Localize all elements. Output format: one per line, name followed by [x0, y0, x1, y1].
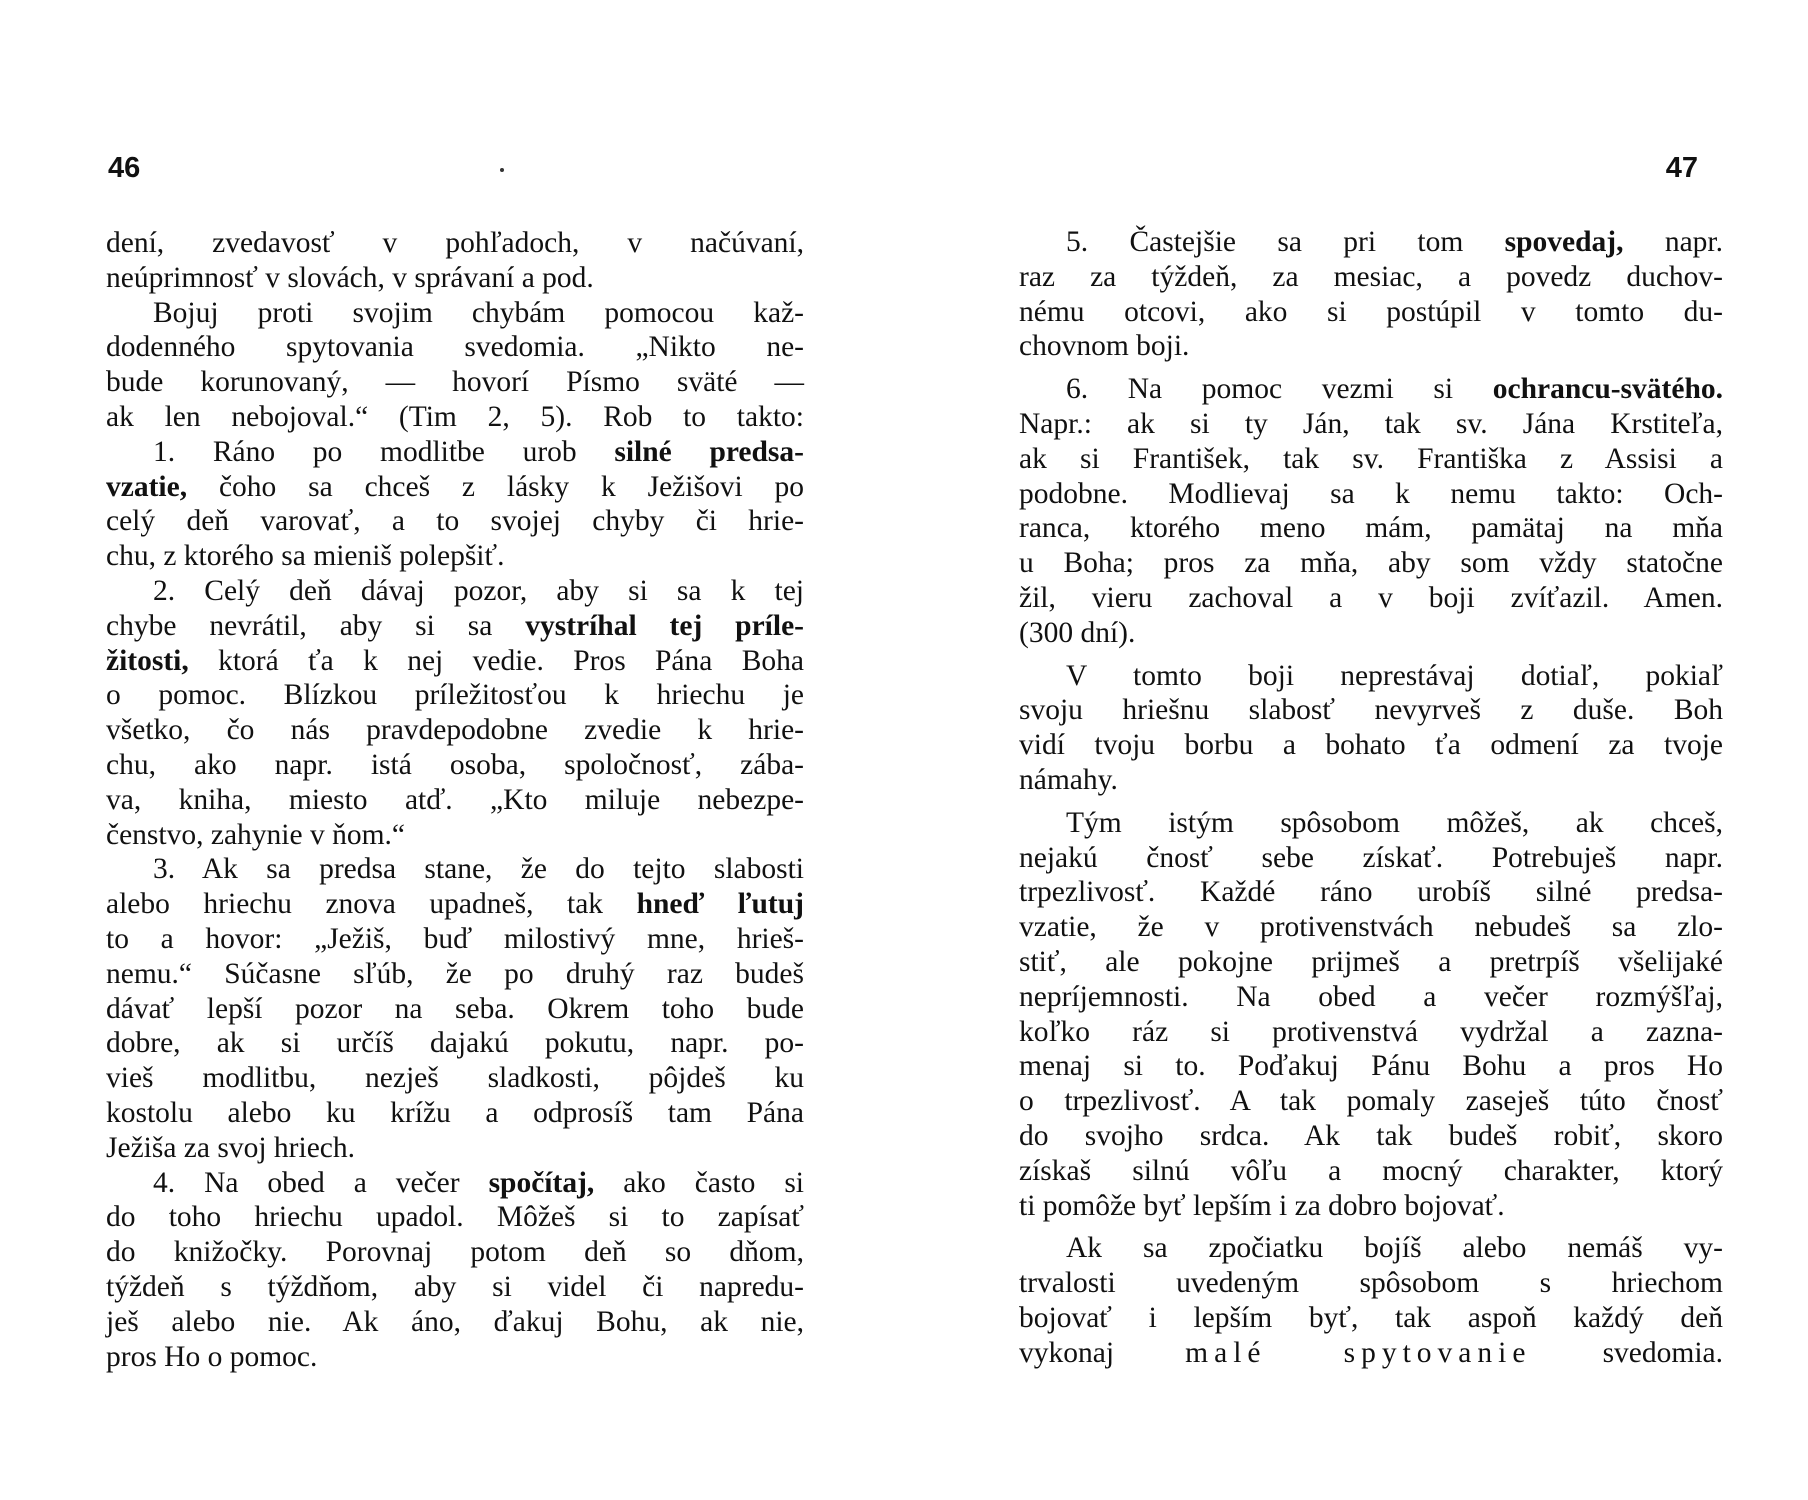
text-line: do svojho srdca. Ak tak budeš robiť, skoro — [1019, 1119, 1723, 1152]
text-line: ješ alebo nie. Ak áno, ďakuj Bohu, ak nie, — [106, 1305, 804, 1338]
text-line: dodenného spytovania svedomia. „Nikto ne- — [106, 331, 804, 364]
text-line: trpezlivosť. Každé ráno urobíš silné predsa- — [1019, 876, 1723, 909]
text-line: 6. Na pomoc vezmi si ochrancu-svätého. — [1066, 373, 1723, 406]
text-line: čenstvo, zahynie v ňom.“ — [106, 818, 406, 851]
text-line: nemu.“ Súčasne sľúb, že po druhý raz budeš — [106, 957, 804, 990]
bold-phrase: spovedaj, — [1504, 226, 1624, 258]
text-line: žil, vieru zachoval a v boji zvíťazil. Amen. — [1019, 581, 1723, 614]
text-line: námahy. — [1019, 763, 1118, 796]
text-line: to a hovor: „Ježiš, buď milostivý mne, hrieš- — [106, 922, 804, 955]
text-line: do toho hriechu upadol. Môžeš si to zapísať — [106, 1201, 804, 1234]
paragraph-gap — [1019, 364, 1723, 372]
text-line: dávať lepší pozor na seba. Okrem toho bude — [106, 992, 804, 1025]
spaced-phrase: malé spytovanie — [1185, 1336, 1532, 1369]
text-line: kostolu alebo ku krížu a odprosíš tam Pána — [106, 1096, 804, 1129]
text-line: vidí tvoju borbu a bohato ťa odmení za tvoje — [1019, 729, 1723, 762]
bold-phrase: vzatie, — [106, 470, 188, 503]
text-line: 4. Na obed a večer spočítaj, ako často si — [153, 1166, 804, 1199]
text-line: trvalosti uvedeným spôsobom s hriechom — [1019, 1267, 1723, 1300]
text-line: pros Ho o pomoc. — [106, 1340, 318, 1373]
text-line: Tým istým spôsobom môžeš, ak chceš, — [1066, 806, 1723, 839]
paragraph-gap — [1019, 1223, 1723, 1231]
text-line: ak si František, tak sv. Františka z Assisi a — [1019, 442, 1723, 475]
text-line: chu, ako napr. istá osoba, spoločnosť, zába- — [106, 748, 804, 781]
paragraph-gap — [1019, 651, 1723, 659]
page-number-right: 47 — [1665, 152, 1698, 184]
text-line: u Boha; pros za mňa, aby som vždy statočne — [1019, 547, 1723, 580]
text-line: nepríjemnosti. Na obed a večer rozmýšľaj, — [1019, 980, 1723, 1013]
text-line: dení, zvedavosť v pohľadoch, v načúvaní, — [106, 227, 804, 259]
text-line: podobne. Modlievaj sa k nemu takto: Och- — [1019, 477, 1723, 510]
text-line: o trpezlivosť. A tak pomaly zaseješ túto čnosť — [1019, 1085, 1723, 1118]
text-line: do knižočky. Porovnaj potom deň so dňom, — [106, 1236, 804, 1269]
bold-phrase: hneď ľutuj — [636, 888, 804, 921]
text-line: chovnom boji. — [1019, 330, 1190, 363]
text-line: 5. Častejšie sa pri tom spovedaj, napr. — [1066, 226, 1723, 258]
text-line: 2. Celý deň dávaj pozor, aby si sa k tej — [153, 574, 804, 607]
text-line: 1. Ráno po modlitbe urob silné predsa- — [153, 435, 804, 468]
text-line: (300 dní). — [1019, 616, 1136, 649]
text-line: vykonaj malé spytovanie svedomia. — [1019, 1336, 1723, 1369]
text-line: chu, z ktorého sa mieniš polepšiť. — [106, 540, 505, 573]
text-line: bude korunovaný, — hovorí Písmo sväté — — [106, 366, 804, 399]
print-speck — [500, 168, 504, 172]
text-line: Bojuj proti svojim chybám pomocou kaž- — [153, 296, 804, 329]
text-line: stiť, ale pokojne prijmeš a pretrpíš všelijaké — [1019, 945, 1723, 978]
text-line: neúprimnosť v slovách, v správaní a pod. — [106, 261, 594, 294]
text-line: svoju hriešnu slabosť nevyrveš z duše. Boh — [1019, 694, 1723, 727]
text-line: ak len nebojoval.“ (Tim 2, 5). Rob to takto: — [106, 400, 804, 433]
text-line: nému otcovi, ako si postúpil v tomto du- — [1019, 295, 1723, 328]
text-line: 3. Ak sa predsa stane, že do tejto slabosti — [153, 853, 804, 886]
text-line: chybe nevrátil, aby si sa vystríhal tej príle- — [106, 609, 804, 642]
paragraph-gap — [1019, 798, 1723, 806]
text-line: vieš modlitbu, nezješ sladkosti, pôjdeš ku — [106, 1062, 804, 1095]
page-number-left: 46 — [108, 152, 141, 184]
text-line: žitosti, ktorá ťa k nej vedie. Pros Pána Boha — [106, 644, 804, 677]
right-page-text — [1019, 225, 1723, 1371]
text-line: bojovať i lepším byť, tak aspoň každý deň — [1019, 1301, 1723, 1334]
text-line: o pomoc. Blízkou príležitosťou k hriechu je — [106, 679, 804, 712]
text-line: všetko, čo nás pravdepodobne zvedie k hrie- — [106, 714, 804, 747]
text-line: celý deň varovať, a to svojej chyby či hrie- — [106, 505, 804, 538]
text-line: nejakú čnosť sebe získať. Potrebuješ napr. — [1019, 841, 1723, 874]
text-line: ti pomôže byť lepším i za dobro bojovať. — [1019, 1189, 1505, 1222]
bold-phrase: vystríhal tej príle- — [525, 609, 804, 642]
text-line: ranca, ktorého meno mám, pamätaj na mňa — [1019, 512, 1723, 545]
bold-phrase: ochrancu-svätého. — [1492, 373, 1723, 406]
text-line: vzatie, čoho sa chceš z lásky k Ježišovi po — [106, 470, 804, 503]
bold-phrase: spočítaj, — [488, 1166, 595, 1199]
text-line: raz za týždeň, za mesiac, a povedz duchov- — [1019, 260, 1723, 293]
text-line: menaj si to. Poďakuj Pánu Bohu a pros Ho — [1019, 1050, 1723, 1083]
bold-phrase: žitosti, — [106, 644, 189, 677]
left-page-text — [106, 226, 804, 1374]
text-line: dobre, ak si určíš dajakú pokutu, napr. po- — [106, 1027, 804, 1060]
text-line: Napr.: ak si ty Ján, tak sv. Jána Krstiteľa, — [1019, 407, 1723, 440]
text-line: V tomto boji neprestávaj dotiaľ, pokiaľ — [1066, 659, 1723, 692]
text-line: koľko ráz si protivenstvá vydržal a zazna- — [1019, 1015, 1723, 1048]
text-line: Ak sa zpočiatku bojíš alebo nemáš vy- — [1066, 1232, 1723, 1265]
text-line: Ježiša za svoj hriech. — [106, 1131, 356, 1164]
text-line: va, kniha, miesto atď. „Kto miluje nebezpe- — [106, 783, 804, 816]
text-line: vzatie, že v protivenstvách nebudeš sa zlo- — [1019, 911, 1723, 944]
text-line: získaš silnú vôľu a mocný charakter, ktorý — [1019, 1154, 1723, 1187]
right-page — [904, 0, 1808, 1500]
text-line: alebo hriechu znova upadneš, tak hneď ľutuj — [106, 888, 804, 921]
text-line: týždeň s týždňom, aby si videl či napredu- — [106, 1270, 804, 1303]
bold-phrase: silné predsa- — [614, 435, 804, 468]
